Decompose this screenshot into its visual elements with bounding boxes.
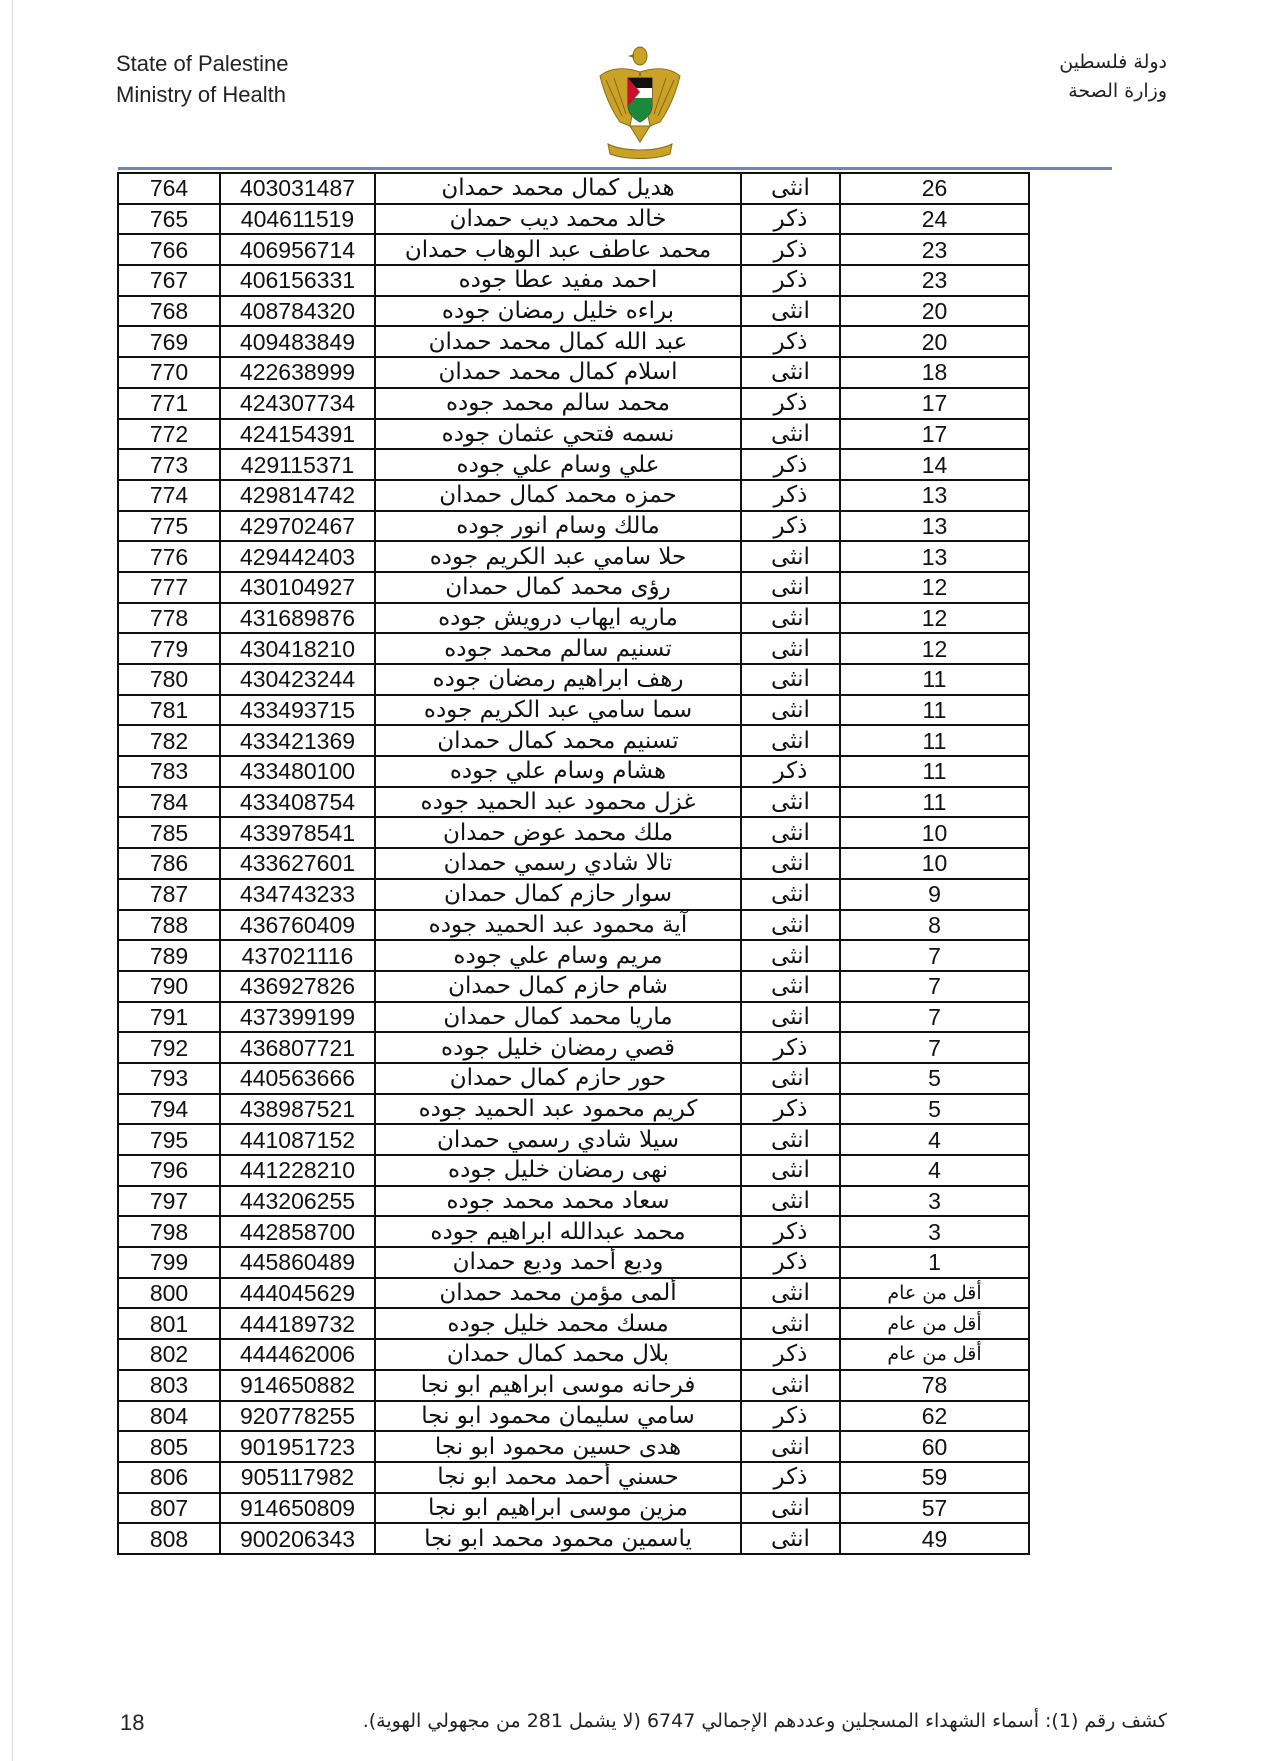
age-cell: 13 [840, 541, 1029, 572]
name-cell: براءه خليل رمضان جوده [375, 296, 741, 327]
age-cell: 10 [840, 817, 1029, 848]
header-state-ar: دولة فلسطين [1059, 51, 1167, 73]
name-cell: غزل محمود عبد الحميد جوده [375, 787, 741, 818]
seq-cell: 803 [118, 1370, 220, 1401]
sex-cell: ذكر [741, 1462, 840, 1493]
name-cell: محمد عبدالله ابراهيم جوده [375, 1216, 741, 1247]
seq-cell: 779 [118, 633, 220, 664]
name-cell: تالا شادي رسمي حمدان [375, 848, 741, 879]
table-row [118, 449, 1029, 480]
seq-cell: 789 [118, 940, 220, 971]
seq-cell: 804 [118, 1401, 220, 1432]
age-cell: 78 [840, 1370, 1029, 1401]
table-row [118, 910, 1029, 941]
name-cell: قصي رمضان خليل جوده [375, 1032, 741, 1063]
seq-cell: 790 [118, 971, 220, 1002]
age-cell: 11 [840, 725, 1029, 756]
seq-cell: 778 [118, 603, 220, 634]
name-cell: نهى رمضان خليل جوده [375, 1155, 741, 1186]
age-cell: أقل من عام [840, 1308, 1029, 1339]
seq-cell: 786 [118, 848, 220, 879]
id-cell: 406156331 [220, 265, 375, 296]
name-cell: مريم وسام علي جوده [375, 940, 741, 971]
seq-cell: 807 [118, 1493, 220, 1524]
header-state-en: State of Palestine [116, 51, 289, 76]
table-row [118, 725, 1029, 756]
name-cell: وديع أحمد وديع حمدان [375, 1247, 741, 1278]
id-cell: 431689876 [220, 603, 375, 634]
sex-cell: ذكر [741, 1401, 840, 1432]
id-cell: 444045629 [220, 1278, 375, 1309]
seq-cell: 798 [118, 1216, 220, 1247]
sex-cell: انثى [741, 1431, 840, 1462]
seq-cell: 775 [118, 511, 220, 542]
table-row [118, 204, 1029, 235]
name-cell: عبد الله كمال محمد حمدان [375, 326, 741, 357]
id-cell: 437399199 [220, 1002, 375, 1033]
id-cell: 914650809 [220, 1493, 375, 1524]
id-cell: 406956714 [220, 234, 375, 265]
sex-cell: انثى [741, 541, 840, 572]
sex-cell: انثى [741, 1308, 840, 1339]
id-cell: 901951723 [220, 1431, 375, 1462]
seq-cell: 805 [118, 1431, 220, 1462]
name-cell: مالك وسام انور جوده [375, 511, 741, 542]
table-row [118, 1032, 1029, 1063]
table-row [118, 480, 1029, 511]
seq-cell: 792 [118, 1032, 220, 1063]
name-cell: آية محمود عبد الحميد جوده [375, 910, 741, 941]
sex-cell: ذكر [741, 388, 840, 419]
name-cell: هديل كمال محمد حمدان [375, 173, 741, 204]
header-ministry-en: Ministry of Health [116, 82, 286, 107]
name-cell: مزين موسى ابراهيم ابو نجا [375, 1493, 741, 1524]
sex-cell: انثى [741, 1523, 840, 1554]
age-cell: أقل من عام [840, 1339, 1029, 1370]
age-cell: 17 [840, 388, 1029, 419]
table-row [118, 572, 1029, 603]
sex-cell: انثى [741, 695, 840, 726]
name-cell: فرحانه موسى ابراهيم ابو نجا [375, 1370, 741, 1401]
age-cell: 12 [840, 603, 1029, 634]
sex-cell: ذكر [741, 326, 840, 357]
id-cell: 444462006 [220, 1339, 375, 1370]
sex-cell: انثى [741, 419, 840, 450]
name-cell: حلا سامي عبد الكريم جوده [375, 541, 741, 572]
seq-cell: 797 [118, 1186, 220, 1217]
sex-cell: ذكر [741, 1032, 840, 1063]
header-arabic [1059, 48, 1167, 106]
id-cell: 444189732 [220, 1308, 375, 1339]
seq-cell: 784 [118, 787, 220, 818]
age-cell: 60 [840, 1431, 1029, 1462]
id-cell: 409483849 [220, 326, 375, 357]
sex-cell: ذكر [741, 1216, 840, 1247]
seq-cell: 799 [118, 1247, 220, 1278]
table-row [118, 756, 1029, 787]
age-cell: 7 [840, 940, 1029, 971]
table-row [118, 1523, 1029, 1554]
seq-cell: 771 [118, 388, 220, 419]
id-cell: 433480100 [220, 756, 375, 787]
table-row [118, 1431, 1029, 1462]
name-cell: محمد عاطف عبد الوهاب حمدان [375, 234, 741, 265]
sex-cell: ذكر [741, 1247, 840, 1278]
seq-cell: 801 [118, 1308, 220, 1339]
name-cell: سامي سليمان محمود ابو نجا [375, 1401, 741, 1432]
name-cell: ماريا محمد كمال حمدان [375, 1002, 741, 1033]
id-cell: 441087152 [220, 1124, 375, 1155]
sex-cell: انثى [741, 1186, 840, 1217]
seq-cell: 796 [118, 1155, 220, 1186]
table-row [118, 1401, 1029, 1432]
age-cell: 8 [840, 910, 1029, 941]
name-cell: اسلام كمال محمد حمدان [375, 357, 741, 388]
age-cell: 18 [840, 357, 1029, 388]
seq-cell: 782 [118, 725, 220, 756]
name-cell: احمد مفيد عطا جوده [375, 265, 741, 296]
table-row [118, 1462, 1029, 1493]
id-cell: 914650882 [220, 1370, 375, 1401]
id-cell: 436807721 [220, 1032, 375, 1063]
age-cell: 3 [840, 1216, 1029, 1247]
id-cell: 429814742 [220, 480, 375, 511]
name-cell: خالد محمد ديب حمدان [375, 204, 741, 235]
id-cell: 920778255 [220, 1401, 375, 1432]
sex-cell: انثى [741, 971, 840, 1002]
table-row [118, 1216, 1029, 1247]
seq-cell: 764 [118, 173, 220, 204]
sex-cell: ذكر [741, 511, 840, 542]
age-cell: 17 [840, 419, 1029, 450]
age-cell: 11 [840, 756, 1029, 787]
header-rule [118, 167, 1112, 170]
id-cell: 403031487 [220, 173, 375, 204]
sex-cell: انثى [741, 787, 840, 818]
table-row [118, 695, 1029, 726]
table-row [118, 419, 1029, 450]
sex-cell: انثى [741, 1002, 840, 1033]
age-cell: 7 [840, 1002, 1029, 1033]
seq-cell: 793 [118, 1063, 220, 1094]
age-cell: 5 [840, 1094, 1029, 1125]
sex-cell: ذكر [741, 1094, 840, 1125]
name-cell: ملك محمد عوض حمدان [375, 817, 741, 848]
seq-cell: 767 [118, 265, 220, 296]
age-cell: 10 [840, 848, 1029, 879]
table-row [118, 1339, 1029, 1370]
id-cell: 442858700 [220, 1216, 375, 1247]
id-cell: 408784320 [220, 296, 375, 327]
id-cell: 438987521 [220, 1094, 375, 1125]
sex-cell: ذكر [741, 756, 840, 787]
table-row [118, 388, 1029, 419]
id-cell: 440563666 [220, 1063, 375, 1094]
seq-cell: 765 [118, 204, 220, 235]
name-cell: محمد سالم محمد جوده [375, 388, 741, 419]
table-row [118, 296, 1029, 327]
sex-cell: انثى [741, 725, 840, 756]
id-cell: 905117982 [220, 1462, 375, 1493]
id-cell: 443206255 [220, 1186, 375, 1217]
name-cell: حمزه محمد كمال حمدان [375, 480, 741, 511]
seq-cell: 770 [118, 357, 220, 388]
seq-cell: 780 [118, 664, 220, 695]
age-cell: 4 [840, 1124, 1029, 1155]
seq-cell: 766 [118, 234, 220, 265]
seq-cell: 774 [118, 480, 220, 511]
table-row [118, 1124, 1029, 1155]
sex-cell: انثى [741, 1370, 840, 1401]
name-cell: تسنيم محمد كمال حمدان [375, 725, 741, 756]
age-cell: 12 [840, 633, 1029, 664]
age-cell: 14 [840, 449, 1029, 480]
name-cell: هدى حسين محمود ابو نجا [375, 1431, 741, 1462]
table-row [118, 234, 1029, 265]
age-cell: 11 [840, 787, 1029, 818]
seq-cell: 802 [118, 1339, 220, 1370]
seq-cell: 794 [118, 1094, 220, 1125]
age-cell: 5 [840, 1063, 1029, 1094]
sex-cell: انثى [741, 296, 840, 327]
age-cell: 23 [840, 234, 1029, 265]
id-cell: 430104927 [220, 572, 375, 603]
seq-cell: 773 [118, 449, 220, 480]
age-cell: 7 [840, 1032, 1029, 1063]
age-cell: 1 [840, 1247, 1029, 1278]
age-cell: 11 [840, 695, 1029, 726]
seq-cell: 785 [118, 817, 220, 848]
name-cell: ماريه ايهاب درويش جوده [375, 603, 741, 634]
table-row [118, 879, 1029, 910]
id-cell: 424307734 [220, 388, 375, 419]
name-cell: رؤى محمد كمال حمدان [375, 572, 741, 603]
table-row [118, 1002, 1029, 1033]
id-cell: 900206343 [220, 1523, 375, 1554]
age-cell: 4 [840, 1155, 1029, 1186]
seq-cell: 781 [118, 695, 220, 726]
table-row [118, 940, 1029, 971]
sex-cell: انثى [741, 173, 840, 204]
sex-cell: انثى [741, 1063, 840, 1094]
id-cell: 404611519 [220, 204, 375, 235]
id-cell: 433408754 [220, 787, 375, 818]
age-cell: 26 [840, 173, 1029, 204]
age-cell: 24 [840, 204, 1029, 235]
sex-cell: انثى [741, 603, 840, 634]
age-cell: 57 [840, 1493, 1029, 1524]
id-cell: 445860489 [220, 1247, 375, 1278]
name-cell: حسني أحمد محمد ابو نجا [375, 1462, 741, 1493]
sex-cell: انثى [741, 572, 840, 603]
seq-cell: 776 [118, 541, 220, 572]
id-cell: 434743233 [220, 879, 375, 910]
name-cell: تسنيم سالم محمد جوده [375, 633, 741, 664]
table-row [118, 1094, 1029, 1125]
table-row [118, 357, 1029, 388]
table-row [118, 511, 1029, 542]
table-row [118, 1370, 1029, 1401]
header-ministry-ar: وزارة الصحة [1068, 80, 1167, 102]
seq-cell: 772 [118, 419, 220, 450]
seq-cell: 795 [118, 1124, 220, 1155]
table-row [118, 971, 1029, 1002]
seq-cell: 768 [118, 296, 220, 327]
header-english [116, 48, 288, 110]
table-row [118, 1247, 1029, 1278]
name-cell: ياسمين محمود محمد ابو نجا [375, 1523, 741, 1554]
age-cell: 23 [840, 265, 1029, 296]
age-cell: أقل من عام [840, 1278, 1029, 1309]
age-cell: 20 [840, 296, 1029, 327]
age-cell: 13 [840, 511, 1029, 542]
seq-cell: 808 [118, 1523, 220, 1554]
sex-cell: ذكر [741, 265, 840, 296]
name-cell: بلال محمد كمال حمدان [375, 1339, 741, 1370]
sex-cell: ذكر [741, 234, 840, 265]
sex-cell: انثى [741, 879, 840, 910]
palestine-eagle-emblem-icon [594, 42, 686, 162]
sex-cell: ذكر [741, 449, 840, 480]
id-cell: 441228210 [220, 1155, 375, 1186]
sex-cell: انثى [741, 633, 840, 664]
table-row [118, 817, 1029, 848]
sex-cell: ذكر [741, 480, 840, 511]
name-cell: سوار حازم كمال حمدان [375, 879, 741, 910]
id-cell: 429115371 [220, 449, 375, 480]
id-cell: 430418210 [220, 633, 375, 664]
seq-cell: 787 [118, 879, 220, 910]
age-cell: 7 [840, 971, 1029, 1002]
name-cell: سيلا شادي رسمي حمدان [375, 1124, 741, 1155]
name-cell: نسمه فتحي عثمان جوده [375, 419, 741, 450]
sex-cell: انثى [741, 817, 840, 848]
table-row [118, 173, 1029, 204]
age-cell: 11 [840, 664, 1029, 695]
seq-cell: 777 [118, 572, 220, 603]
id-cell: 437021116 [220, 940, 375, 971]
table-row [118, 1186, 1029, 1217]
table-row [118, 1308, 1029, 1339]
table-row [118, 787, 1029, 818]
martyrs-table [117, 172, 1030, 1555]
age-cell: 62 [840, 1401, 1029, 1432]
age-cell: 13 [840, 480, 1029, 511]
table-body [118, 173, 1029, 1554]
name-cell: مسك محمد خليل جوده [375, 1308, 741, 1339]
id-cell: 433493715 [220, 695, 375, 726]
name-cell: علي وسام علي جوده [375, 449, 741, 480]
sex-cell: ذكر [741, 1339, 840, 1370]
sex-cell: انثى [741, 1278, 840, 1309]
name-cell: حور حازم كمال حمدان [375, 1063, 741, 1094]
id-cell: 422638999 [220, 357, 375, 388]
table-row [118, 1493, 1029, 1524]
name-cell: سما سامي عبد الكريم جوده [375, 695, 741, 726]
id-cell: 436927826 [220, 971, 375, 1002]
id-cell: 433421369 [220, 725, 375, 756]
table-row [118, 1063, 1029, 1094]
age-cell: 49 [840, 1523, 1029, 1554]
table-row [118, 633, 1029, 664]
table-row [118, 664, 1029, 695]
age-cell: 3 [840, 1186, 1029, 1217]
age-cell: 59 [840, 1462, 1029, 1493]
name-cell: هشام وسام علي جوده [375, 756, 741, 787]
table-caption: كشف رقم (1): أسماء الشهداء المسجلين وعددهم الإجمالي 6747 (لا يشمل 281 من مجهولي الهوية). [362, 1710, 1167, 1732]
sex-cell: انثى [741, 910, 840, 941]
id-cell: 433627601 [220, 848, 375, 879]
sex-cell: انثى [741, 1124, 840, 1155]
table-row [118, 848, 1029, 879]
seq-cell: 806 [118, 1462, 220, 1493]
age-cell: 20 [840, 326, 1029, 357]
seq-cell: 800 [118, 1278, 220, 1309]
name-cell: سعاد محمد محمد جوده [375, 1186, 741, 1217]
name-cell: رهف ابراهيم رمضان جوده [375, 664, 741, 695]
id-cell: 429442403 [220, 541, 375, 572]
sex-cell: انثى [741, 848, 840, 879]
table-row [118, 541, 1029, 572]
sex-cell: انثى [741, 1155, 840, 1186]
page-number: 18 [120, 1710, 145, 1735]
table-row [118, 1155, 1029, 1186]
id-cell: 424154391 [220, 419, 375, 450]
table-row [118, 603, 1029, 634]
sex-cell: انثى [741, 1493, 840, 1524]
name-cell: كريم محمود عبد الحميد جوده [375, 1094, 741, 1125]
seq-cell: 788 [118, 910, 220, 941]
age-cell: 12 [840, 572, 1029, 603]
age-cell: 9 [840, 879, 1029, 910]
seq-cell: 783 [118, 756, 220, 787]
table-row [118, 1278, 1029, 1309]
name-cell: شام حازم كمال حمدان [375, 971, 741, 1002]
sex-cell: انثى [741, 940, 840, 971]
table-row [118, 265, 1029, 296]
sex-cell: انثى [741, 664, 840, 695]
id-cell: 430423244 [220, 664, 375, 695]
table-row [118, 326, 1029, 357]
sex-cell: ذكر [741, 204, 840, 235]
seq-cell: 791 [118, 1002, 220, 1033]
seq-cell: 769 [118, 326, 220, 357]
id-cell: 436760409 [220, 910, 375, 941]
sex-cell: انثى [741, 357, 840, 388]
id-cell: 429702467 [220, 511, 375, 542]
name-cell: ألمى مؤمن محمد حمدان [375, 1278, 741, 1309]
id-cell: 433978541 [220, 817, 375, 848]
